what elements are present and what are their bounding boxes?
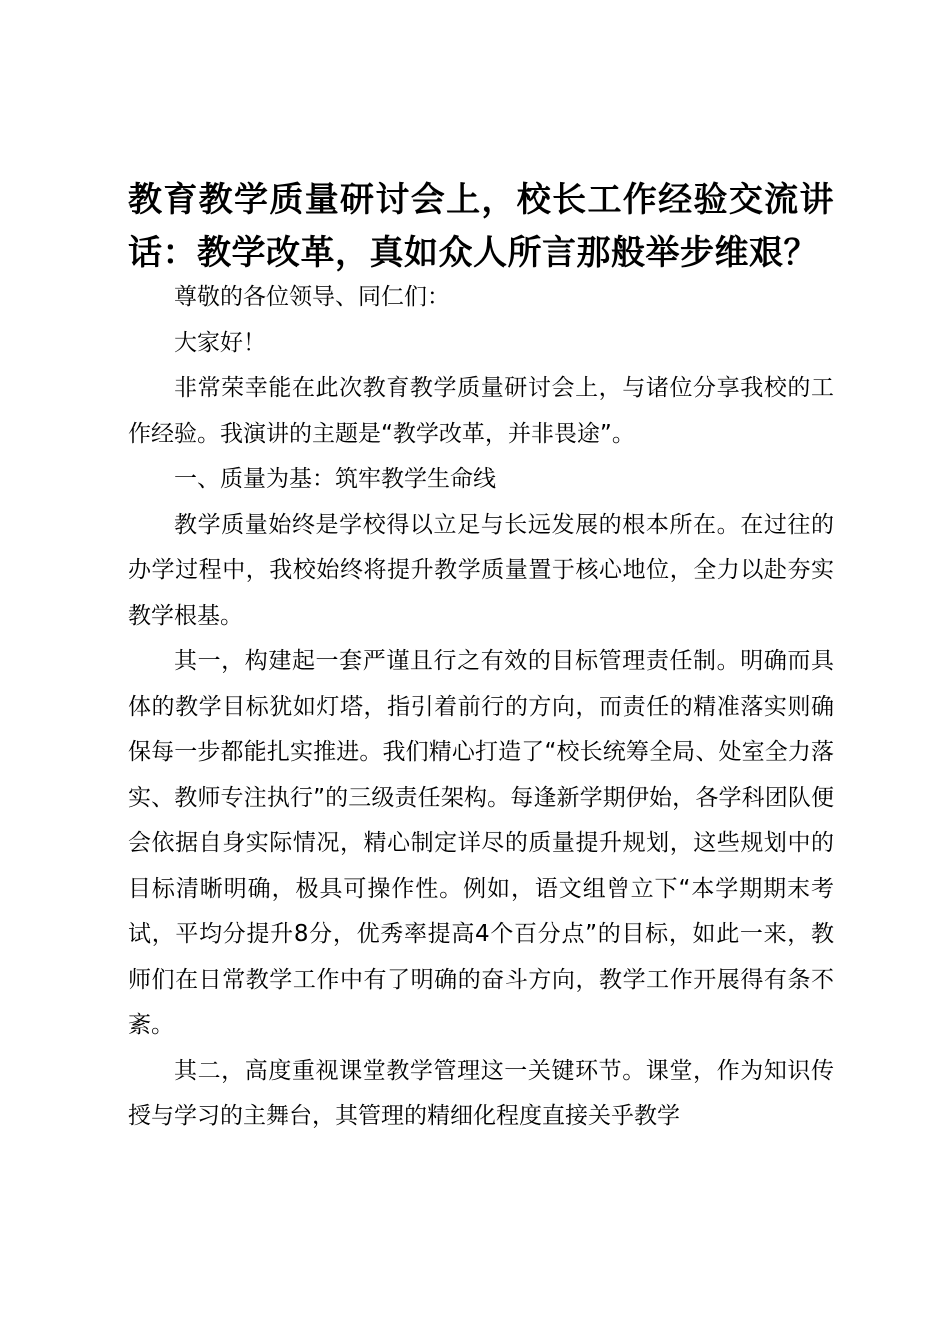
paragraph-point-one: 其一，构建起一套严谨且行之有效的目标管理责任制。明确而具体的教学目标犹如灯塔，指引着前行的方向，而责任的精准落实则确保每一步都能扎实推进。我们精心打造了“校长统筹全局、处室全力落实、教师专注执行”的三级责任架构。每逢新学期伊始，各学科团队便会依据自身实际情况，精心制定详尽的质量提升规划，这些规划中的目标清晰明确，极具可操作性。例如，语文组曾立下“本学期期末考试，平均分提升8分，优秀率提高4个百分点”的目标，如此一来，教师们在日常教学工作中有了明确的奋斗方向，教学工作开展得有条不紊。 <box>128 648 834 1038</box>
paragraph-point-two: 其二，高度重视课堂教学管理这一关键环节。课堂，作为知识传授与学习的主舞台，其管理的精细化程度直接关乎教学 <box>128 1057 834 1129</box>
paragraph-salutation: 尊敬的各位领导、同仁们： <box>174 284 450 310</box>
paragraph-greeting: 大家好！ <box>174 329 266 356</box>
document-title: 教育教学质量研讨会上，校长工作经验交流讲话：教学改革，真如众人所言那般举步维艰？ <box>128 180 834 273</box>
section-heading-1: 一、质量为基：筑牢教学生命线 <box>174 466 496 492</box>
document-body <box>128 275 834 1140</box>
paragraph-intro: 非常荣幸能在此次教育教学质量研讨会上，与诸位分享我校的工作经验。我演讲的主题是“教学改革，并非畏途”。 <box>128 375 834 447</box>
paragraph-quality-foundation: 教学质量始终是学校得以立足与长远发展的根本所在。在过往的办学过程中，我校始终将提升教学质量置于核心地位，全力以赴夯实教学根基。 <box>128 511 834 629</box>
